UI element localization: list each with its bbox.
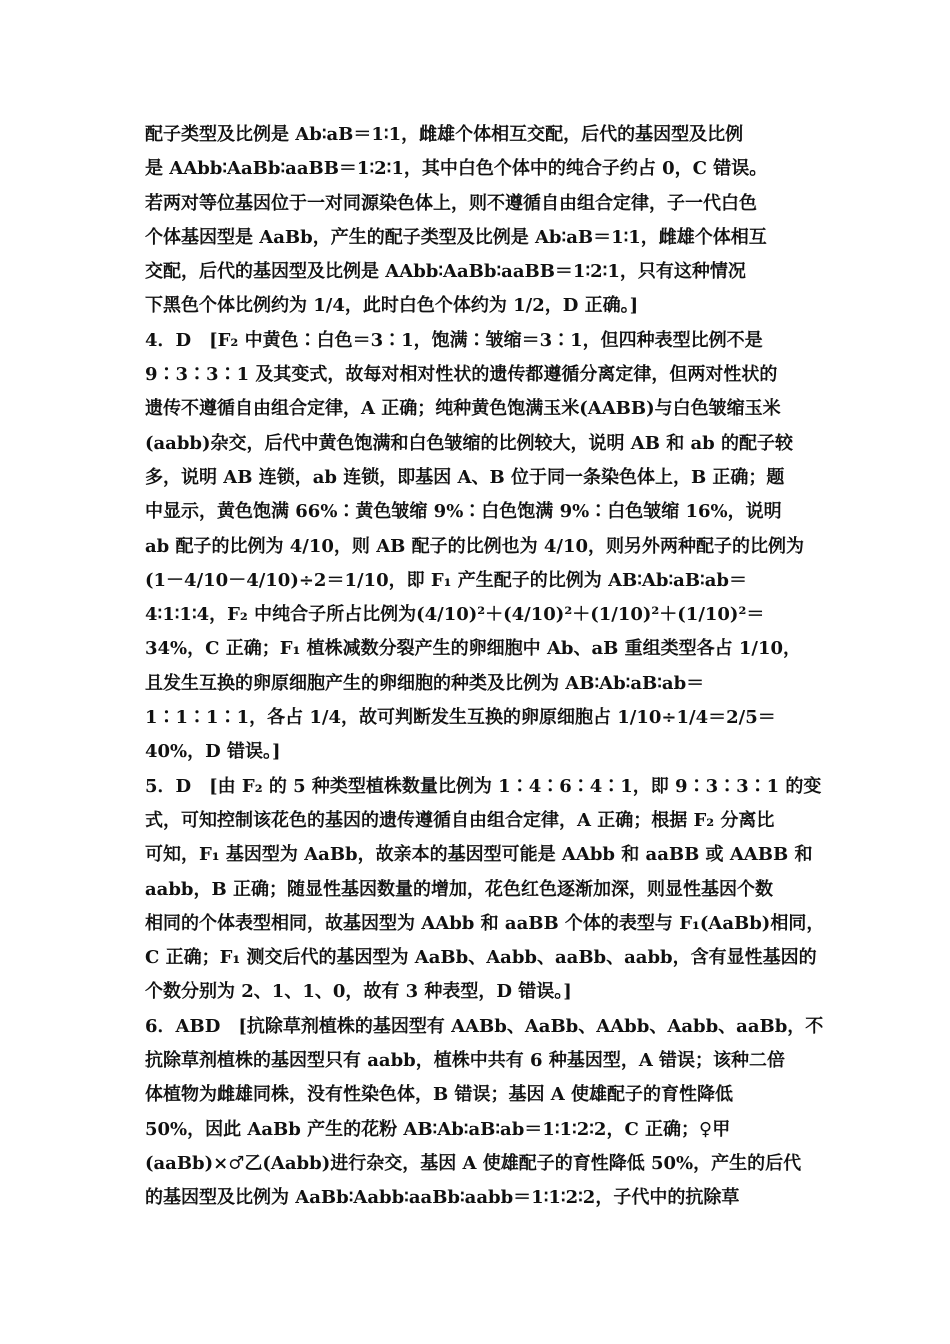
text-line: ab 配子的比例为 4/10，则 AB 配子的比例也为 4/10，则另外两种配子的比例为 (145, 535, 805, 557)
text-line: 9∶3∶3∶1 及其变式，故每对相对性状的遗传都遵循分离定律，但两对性状的 (145, 364, 778, 386)
text-line: (aaBb)×♂乙(Aabb)进行杂交，基因 A 使雄配子的育性降低 50%，产生的后代 (145, 1152, 802, 1174)
text-line: 遗传不遵循自由组合定律，A 正确；纯种黄色饱满玉米(AABB)与白色皱缩玉米 (145, 398, 781, 420)
text-line: 个数分别为 2、1、1、0，故有 3 种表型，D 错误。] (145, 981, 572, 1003)
text-line: 6．ABD [抗除草剂植株的基因型有 AABb、AaBb、AAbb、Aabb、aaBb，不 (145, 1015, 824, 1037)
text-line: aabb，B 正确；随显性基因数量的增加，花色红色逐渐加深，则显性基因个数 (145, 878, 773, 900)
text-line: (aabb)杂交，后代中黄色饱满和白色皱缩的比例较大，说明 AB 和 ab 的配子较 (145, 432, 794, 454)
text-line: 40%，D 错误。] (145, 741, 281, 763)
answer-explanation-text (145, 118, 825, 1216)
text-line: 5．D [由 F₂ 的 5 种类型植株数量比例为 1∶4∶6∶4∶1，即 9∶3∶3∶1 的变 (145, 775, 822, 797)
text-line: 4．D [F₂ 中黄色∶白色＝3∶1，饱满∶皱缩＝3∶1，但四种表型比例不是 (145, 329, 763, 351)
text-line: 可知，F₁ 基因型为 AaBb，故亲本的基因型可能是 AAbb 和 aaBB 或 AABB 和 (145, 844, 813, 866)
text-line: 的基因型及比例为 AaBb∶Aabb∶aaBb∶aabb＝1∶1∶2∶2，子代中的抗除草 (145, 1187, 740, 1209)
text-line: 体植物为雌雄同株，没有性染色体，B 错误；基因 A 使雄配子的育性降低 (145, 1084, 733, 1106)
text-line: 抗除草剂植株的基因型只有 aabb，植株中共有 6 种基因型，A 错误；该种二倍 (145, 1050, 786, 1072)
text-line: (1－4/10－4/10)÷2＝1/10，即 F₁ 产生配子的比例为 AB∶Ab∶aB∶ab＝ (145, 569, 747, 591)
text-line: 是 AAbb∶AaBb∶aaBB＝1∶2∶1，其中白色个体中的纯合子约占 0，C 错误。 (145, 158, 768, 180)
text-line: 下黑色个体比例约为 1/4，此时白色个体约为 1/2，D 正确。] (145, 295, 639, 317)
text-line: 若两对等位基因位于一对同源染色体上，则不遵循自由组合定律，子一代白色 (145, 192, 757, 214)
text-line: 交配，后代的基因型及比例是 AAbb∶AaBb∶aaBB＝1∶2∶1，只有这种情况 (145, 261, 746, 283)
text-line: 34%，C 正确；F₁ 植株减数分裂产生的卵细胞中 Ab、aB 重组类型各占 1/10， (145, 638, 802, 660)
text-line: 式，可知控制该花色的基因的遗传遵循自由组合定律，A 正确；根据 F₂ 分离比 (145, 809, 775, 831)
text-line: 中显示，黄色饱满 66%∶黄色皱缩 9%∶白色饱满 9%∶白色皱缩 16%，说明 (145, 501, 782, 523)
text-line: 且发生互换的卵原细胞产生的卵细胞的种类及比例为 AB∶Ab∶aB∶ab＝ (145, 672, 705, 694)
text-line: 相同的个体表型相同，故基因型为 AAbb 和 aaBB 个体的表型与 F₁(AaBb)相同， (145, 912, 825, 934)
text-line: 多，说明 AB 连锁，ab 连锁，即基因 A、B 位于同一条染色体上，B 正确；题 (145, 466, 785, 488)
text-line: 50%，因此 AaBb 产生的花粉 AB∶Ab∶aB∶ab＝1∶1∶2∶2，C 正确；♀甲 (145, 1118, 731, 1140)
text-line: 配子类型及比例是 Ab∶aB＝1∶1，雌雄个体相互交配，后代的基因型及比例 (145, 124, 744, 145)
text-line: C 正确；F₁ 测交后代的基因型为 AaBb、Aabb、aaBb、aabb，含有显性基因的 (145, 947, 817, 969)
text-line: 个体基因型是 AaBb，产生的配子类型及比例是 Ab∶aB＝1∶1，雌雄个体相互 (145, 226, 767, 248)
text-line: 4∶1∶1∶4，F₂ 中纯合子所占比例为(4/10)²＋(4/10)²＋(1/10)²＋(1/10)²＝ (145, 604, 765, 626)
text-line: 1∶1∶1∶1，各占 1/4，故可判断发生互换的卵原细胞占 1/10÷1/4＝2/5＝ (145, 707, 776, 729)
